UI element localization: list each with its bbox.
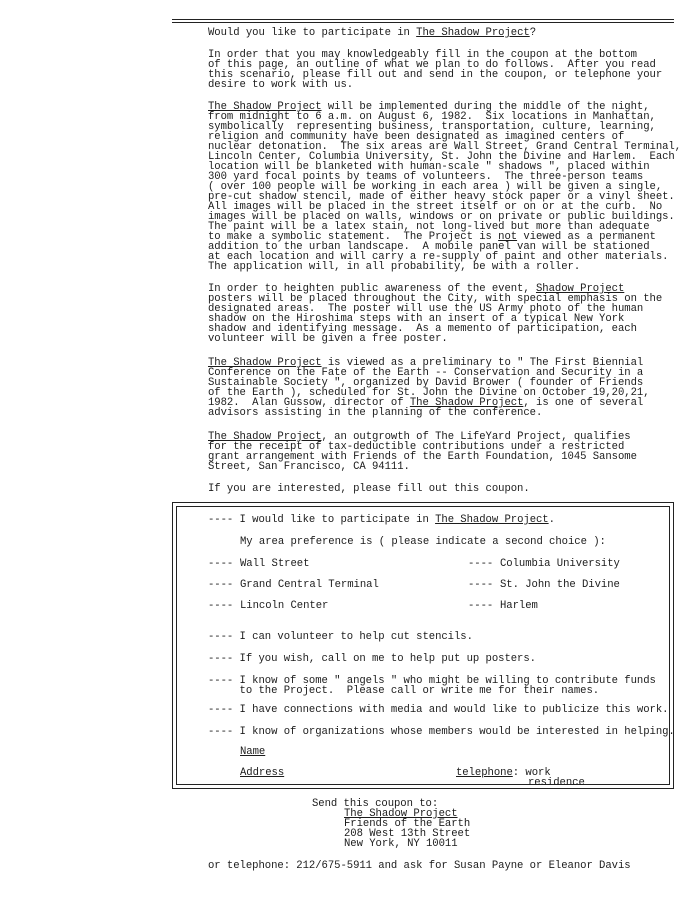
area-option-st-john: St. John the Divine: [500, 579, 620, 591]
para1-line: pre-cut shadow stencil, made of either heavy stock paper or a vinyl sheet.: [208, 191, 675, 203]
name-field-label[interactable]: Name: [240, 746, 266, 758]
media-option[interactable]: ---- I have connections with media and would like to publicize this work.: [208, 704, 669, 716]
para3-line: 1982. Alan Gussow, director of The Shadow Project, is one of several: [208, 397, 644, 409]
area-option-harlem: Harlem: [500, 600, 538, 612]
shadow-project-link: The Shadow Project: [208, 101, 322, 113]
para2-line: shadow on the Hiroshima steps with an insert of a typical New York: [208, 313, 625, 325]
area-option-dash[interactable]: ----: [208, 579, 234, 591]
para1-line: The application will, in all probability, be with a roller.: [208, 261, 581, 273]
volunteer-stencils-option[interactable]: ---- I can volunteer to help cut stencils.: [208, 631, 473, 643]
para1-line: The paint will be a latex stain, not long-lived but more than adequate: [208, 221, 650, 233]
intro-line: of this page, an outline of what we plan to do follows. After you read: [208, 59, 656, 71]
shadow-project-link: The Shadow Project: [344, 808, 458, 820]
para4-line: The Shadow Project, an outgrowth of The LifeYard Project, qualifies: [208, 431, 631, 443]
area-option-dash[interactable]: ----: [468, 558, 494, 570]
para1-line: at each location and will carry a re-supply of paint and other materials.: [208, 251, 669, 263]
telephone-field-label[interactable]: telephone: work: [456, 767, 551, 779]
intro-line: desire to work with us.: [208, 79, 354, 91]
area-option-lincoln-center: Lincoln Center: [240, 600, 329, 612]
interest-line: If you are interested, please fill out this coupon.: [208, 483, 530, 495]
area-preference-label: My area preference is ( please indicate a second choice ):: [240, 536, 606, 548]
address-line: Friends of the Earth: [344, 818, 471, 830]
para1-line: location will be blanketed with human-scale " shadows ", placed within: [208, 161, 650, 173]
area-option-dash[interactable]: ----: [208, 600, 234, 612]
para3-line: of the Earth ), scheduled for St. John the Divine on October 19,20,21,: [208, 387, 650, 399]
residence-field-label[interactable]: residence: [528, 777, 585, 789]
para1-line: images will be placed on walls, windows or on private or public buildings.: [208, 211, 675, 223]
shadow-project-link: The Shadow Project: [409, 397, 524, 409]
para1-line: to make a symbolic statement. The Project is not viewed as a permanent: [208, 231, 656, 243]
para2-line: volunteer will be given a free poster.: [208, 333, 448, 345]
shadow-project-link: The Shadow Project: [208, 431, 322, 443]
para2-line: shadow and identifying message. As a memento of participation, each: [208, 323, 637, 335]
para2-line: posters will be placed throughout the City, with special emphasis on the: [208, 293, 663, 305]
para1-line: ( over 100 people will be working in each area ) will be given a single,: [208, 181, 663, 193]
para2-line: designated areas. The poster will use the US Army photo of the human: [208, 303, 644, 315]
para1-line: The Shadow Project will be implemented during the middle of the night,: [208, 101, 650, 113]
area-option-grand-central: Grand Central Terminal: [240, 579, 379, 591]
para1-line: from midnight to 6 a.m. on August 6, 1982. Six locations in Manhattan,: [208, 111, 656, 123]
intro-line: In order that you may knowledgeably fill in the coupon at the bottom: [208, 49, 637, 61]
para4-line: grant arrangement with Friends of the Earth Foundation, 1045 Sansome: [208, 451, 637, 463]
address-line: New York, NY 10011: [344, 838, 458, 850]
para1-line: Lincoln Center, Columbia University, St. John the Divine and Harlem. Each: [208, 151, 675, 163]
para1-line: addition to the urban landscape. A mobile panel van will be stationed: [208, 241, 650, 253]
para1-line: religion and community have been designated as imagined centers of: [208, 131, 625, 143]
heading-question: Would you like to participate in The Shadow Project?: [208, 27, 537, 39]
shadow-project-link: The Shadow Project: [208, 357, 322, 369]
intro-line: this scenario, please fill out and send in the coupon, or telephone your: [208, 69, 663, 81]
para3-line: Conference on the Fate of the Earth -- Conservation and Security in a: [208, 367, 644, 379]
para3-line: Sustainable Society ", organized by David Brower ( founder of Friends: [208, 377, 644, 389]
address-line: 208 West 13th Street: [344, 828, 471, 840]
area-option-dash[interactable]: ----: [208, 558, 234, 570]
para4-line: Street, San Francisco, CA 94111.: [208, 461, 410, 473]
area-option-wall-street: Wall Street: [240, 558, 310, 570]
para3-line: advisors assisting in the planning of the conference.: [208, 407, 543, 419]
area-option-columbia: Columbia University: [500, 558, 620, 570]
participate-option[interactable]: ---- I would like to participate in The Shadow Project.: [208, 514, 555, 526]
telephone-line: or telephone: 212/675-5911 and ask for Susan Payne or Eleanor Davis: [208, 860, 631, 872]
area-option-dash[interactable]: ----: [468, 600, 494, 612]
para1-line: All images will be placed in the street itself or on or at the curb. No: [208, 201, 663, 213]
shadow-project-link: The Shadow Project: [435, 514, 549, 526]
para1-line: nuclear detonation. The six areas are Wall Street, Grand Central Terminal,: [208, 141, 682, 153]
top-rule: [172, 19, 674, 23]
para3-line: The Shadow Project is viewed as a preliminary to " The First Biennial: [208, 357, 644, 369]
area-option-dash[interactable]: ----: [468, 579, 494, 591]
send-coupon-label: Send this coupon to:: [312, 798, 439, 810]
angels-option[interactable]: ---- I know of some " angels " who might be willing to contribute funds: [208, 675, 656, 687]
organizations-option[interactable]: ---- I know of organizations whose members would be interested in helping.: [208, 726, 675, 738]
para2-line: In order to heighten public awareness of the event, Shadow Project: [208, 283, 625, 295]
para1-line: 300 yard focal points by teams of volunteers. The three-person teams: [208, 171, 644, 183]
para1-line: symbolically representing business, transportation, culture, learning,: [208, 121, 656, 133]
posters-option[interactable]: ---- If you wish, call on me to help put up posters.: [208, 653, 536, 665]
para4-line: for the receipt of tax-deductible contributions under a restricted: [208, 441, 625, 453]
address-field-label[interactable]: Address: [240, 767, 285, 779]
shadow-project-link: Shadow Project: [535, 283, 625, 295]
shadow-project-link: The Shadow Project: [416, 27, 530, 39]
angels-option-cont: to the Project. Please call or write me for their names.: [208, 685, 600, 697]
